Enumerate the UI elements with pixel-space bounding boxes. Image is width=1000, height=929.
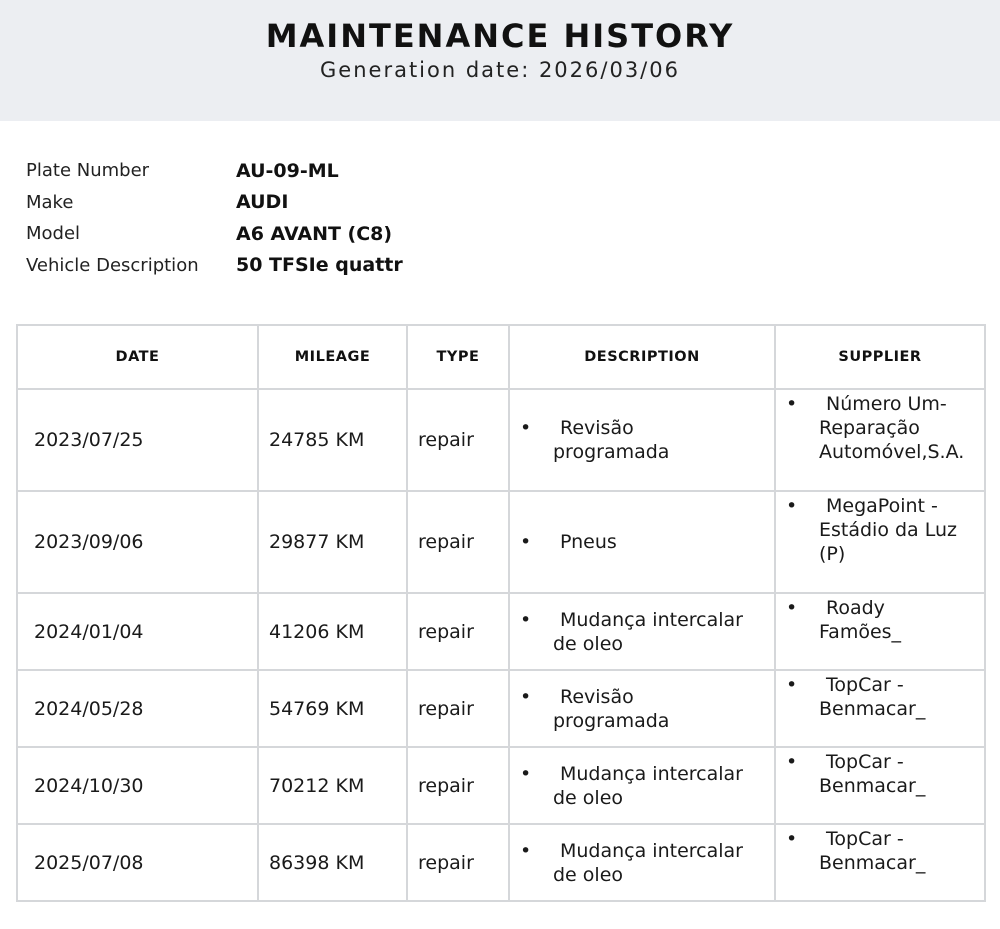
column-header-description: DESCRIPTION <box>509 325 775 389</box>
supplier-line: Estádio da Luz <box>819 519 958 541</box>
info-label: Model <box>26 223 81 245</box>
cell-supplier <box>775 670 985 747</box>
cell-description <box>509 824 775 901</box>
info-row-make <box>26 187 403 219</box>
list-item <box>520 416 768 464</box>
bullet-icon: • <box>786 393 798 415</box>
table-row <box>17 824 985 901</box>
description-line: Mudança intercalar <box>560 762 743 785</box>
supplier-line: TopCar - <box>826 674 904 696</box>
info-label: Vehicle Description <box>26 254 199 276</box>
bullet-icon: • <box>786 674 798 696</box>
description-line: Mudança intercalar <box>560 608 743 631</box>
description-line: de oleo <box>553 632 624 655</box>
info-row-plate <box>26 155 403 187</box>
description-line: programada <box>553 441 670 463</box>
supplier-line: Automóvel,S.A. <box>819 441 965 463</box>
supplier-line: Roady <box>826 597 885 619</box>
info-row-description <box>26 250 403 282</box>
cell-type: repair <box>407 824 509 901</box>
list-item <box>520 530 768 554</box>
table-row <box>17 593 985 670</box>
cell-description <box>509 593 775 670</box>
column-header-mileage: MILEAGE <box>258 325 407 389</box>
maintenance-table <box>16 324 986 902</box>
description-line: Revisão <box>560 417 634 439</box>
table-header <box>17 325 985 389</box>
cell-supplier <box>775 389 985 491</box>
table-row <box>17 670 985 747</box>
supplier-line: Reparação <box>819 417 920 439</box>
cell-date: 2024/10/30 <box>17 747 258 824</box>
description-line: Pneus <box>560 531 617 553</box>
info-value: A6 AVANT (C8) <box>236 222 393 245</box>
report-title: MAINTENANCE HISTORY <box>265 17 735 55</box>
cell-type: repair <box>407 389 509 491</box>
list-item <box>786 750 978 798</box>
supplier-line: (P) <box>819 543 846 565</box>
table-body <box>17 389 985 901</box>
list-item <box>520 839 768 887</box>
supplier-line: Benmacar_ <box>819 852 926 874</box>
description-line: Mudança intercalar <box>560 839 743 862</box>
supplier-line: Número Um- <box>826 393 947 415</box>
cell-mileage: 54769 KM <box>258 670 407 747</box>
cell-type: repair <box>407 670 509 747</box>
bullet-icon: • <box>520 839 532 862</box>
cell-mileage: 41206 KM <box>258 593 407 670</box>
list-item <box>786 827 978 875</box>
list-item <box>786 392 978 464</box>
cell-date: 2024/05/28 <box>17 670 258 747</box>
bullet-icon: • <box>520 685 532 708</box>
table-row <box>17 491 985 593</box>
list-item <box>520 762 768 810</box>
list-item <box>786 673 978 721</box>
column-header-date: DATE <box>17 325 258 389</box>
description-line: programada <box>553 709 670 732</box>
list-item <box>786 596 978 644</box>
bullet-icon: • <box>520 762 532 785</box>
cell-type: repair <box>407 491 509 593</box>
cell-type: repair <box>407 593 509 670</box>
table-row <box>17 747 985 824</box>
bullet-icon: • <box>786 751 798 773</box>
bullet-icon: • <box>520 531 532 553</box>
cell-description <box>509 491 775 593</box>
list-item <box>786 494 978 566</box>
cell-supplier <box>775 491 985 593</box>
supplier-line: Benmacar_ <box>819 775 926 797</box>
cell-mileage: 29877 KM <box>258 491 407 593</box>
cell-date: 2024/01/04 <box>17 593 258 670</box>
supplier-line: TopCar - <box>826 751 904 773</box>
info-value: AU-09-ML <box>236 159 339 182</box>
cell-supplier <box>775 747 985 824</box>
description-line: de oleo <box>553 863 624 886</box>
info-value: 50 TFSIe quattr <box>236 254 403 277</box>
list-item <box>520 685 768 733</box>
generation-date: Generation date: 2026/03/06 <box>320 58 680 82</box>
description-line: de oleo <box>553 786 624 809</box>
bullet-icon: • <box>786 597 798 619</box>
info-row-model <box>26 218 403 250</box>
bullet-icon: • <box>520 608 532 631</box>
supplier-line: Famões_ <box>819 621 902 643</box>
cell-description <box>509 747 775 824</box>
bullet-icon: • <box>786 495 798 517</box>
column-header-supplier: SUPPLIER <box>775 325 985 389</box>
cell-type: repair <box>407 747 509 824</box>
cell-supplier <box>775 824 985 901</box>
info-label: Make <box>26 191 74 213</box>
report-header <box>0 0 1000 121</box>
cell-description <box>509 389 775 491</box>
cell-supplier <box>775 593 985 670</box>
bullet-icon: • <box>520 417 532 439</box>
column-header-type: TYPE <box>407 325 509 389</box>
bullet-icon: • <box>786 828 798 850</box>
cell-date: 2023/07/25 <box>17 389 258 491</box>
header-row <box>17 325 985 389</box>
cell-date: 2023/09/06 <box>17 491 258 593</box>
cell-mileage: 86398 KM <box>258 824 407 901</box>
supplier-line: TopCar - <box>826 828 904 850</box>
info-label: Plate Number <box>26 160 150 182</box>
supplier-line: Benmacar_ <box>819 698 926 720</box>
table-row <box>17 389 985 491</box>
list-item <box>520 608 768 656</box>
vehicle-info <box>26 155 403 281</box>
cell-mileage: 24785 KM <box>258 389 407 491</box>
cell-mileage: 70212 KM <box>258 747 407 824</box>
info-value: AUDI <box>236 191 289 214</box>
supplier-line: MegaPoint - <box>826 495 938 517</box>
cell-description <box>509 670 775 747</box>
cell-date: 2025/07/08 <box>17 824 258 901</box>
description-line: Revisão <box>560 685 634 708</box>
